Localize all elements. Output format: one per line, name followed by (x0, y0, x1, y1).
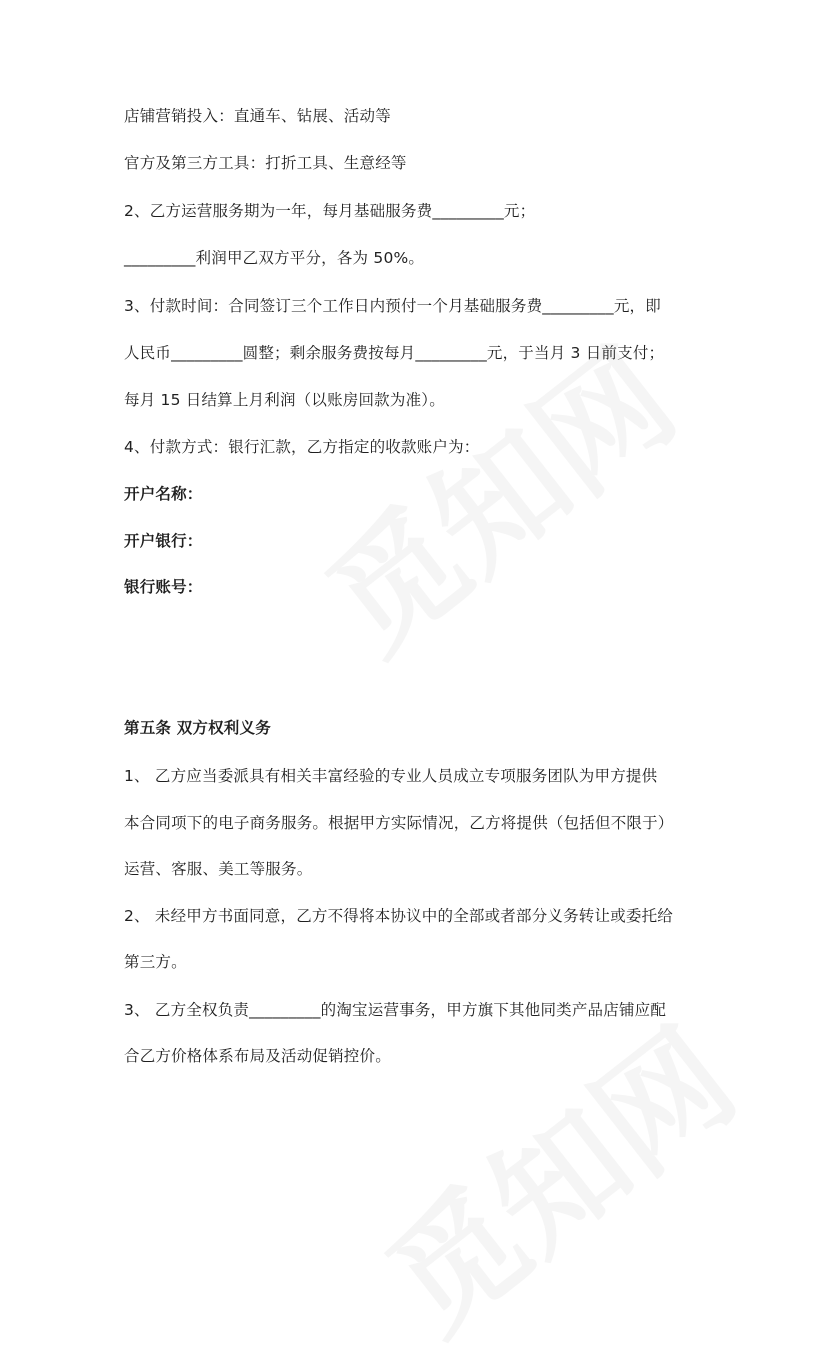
section-title: 第五条 双方权利义务 (124, 719, 271, 737)
watermark (344, 980, 766, 1367)
text-line: 本合同项下的电子商务服务。根据甲方实际情况，乙方将提供（包括但不限于） (124, 814, 674, 832)
text-line: 店铺营销投入：直通车、钻展、活动等 (124, 107, 391, 125)
text-line: 3、付款时间：合同签订三个工作日内预付一个月基础服务费_________元，即 (124, 297, 661, 315)
text-line: 官方及第三方工具：打折工具、生意经等 (124, 154, 407, 172)
text-line: 2、 未经甲方书面同意，乙方不得将本协议中的全部或者部分义务转让或委托给 (124, 907, 673, 925)
text-line: 3、 乙方全权负责_________的淘宝运营事务，甲方旗下其他同类产品店铺应配 (124, 1001, 667, 1019)
text-line: 2、乙方运营服务期为一年，每月基础服务费_________元； (124, 202, 536, 220)
account-number-label: 银行账号： (124, 578, 203, 596)
text-line: 1、 乙方应当委派具有相关丰富经验的专业人员成立专项服务团队为甲方提供 (124, 767, 658, 785)
text-line: 人民币_________圆整；剩余服务费按每月_________元，于当月 3 日前支付； (124, 344, 665, 362)
text-line: 4、付款方式：银行汇款，乙方指定的收款账户为： (124, 438, 480, 456)
text-line: 运营、客服、美工等服务。 (124, 860, 313, 878)
account-name-label: 开户名称： (124, 485, 203, 503)
text-line: 每月 15 日结算上月利润（以账房回款为准）。 (124, 391, 445, 409)
text-line: 合乙方价格体系布局及活动促销控价。 (124, 1047, 391, 1065)
text-line: _________利润甲乙双方平分，各为 50%。 (124, 249, 425, 267)
text-line: 第三方。 (124, 953, 187, 971)
account-bank-label: 开户银行： (124, 532, 203, 550)
